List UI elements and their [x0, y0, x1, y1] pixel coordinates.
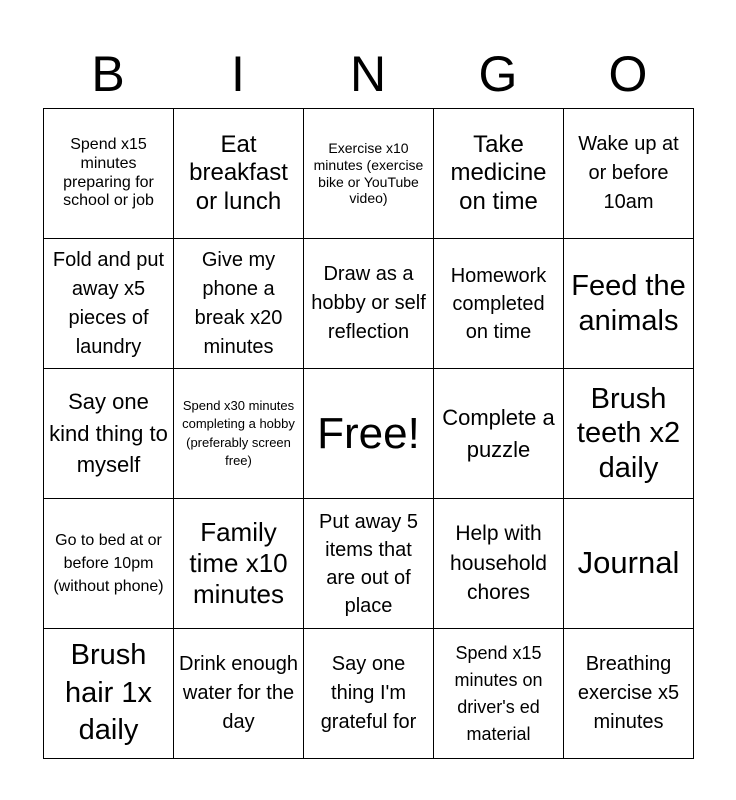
board-row	[44, 369, 694, 499]
board-row	[44, 629, 694, 759]
bingo-cell[interactable]: Put away 5 items that are out of place	[304, 499, 434, 629]
bingo-cell[interactable]: Breathing exercise x5 minutes	[564, 629, 694, 759]
bingo-cell[interactable]: Draw as a hobby or self reflection	[304, 239, 434, 369]
bingo-cell[interactable]: Say one kind thing to myself	[44, 369, 174, 499]
bingo-cell[interactable]: Homework completed on time	[434, 239, 564, 369]
bingo-header	[43, 40, 693, 108]
bingo-cell[interactable]: Give my phone a break x20 minutes	[174, 239, 304, 369]
bingo-cell[interactable]: Spend x15 minutes on driver's ed material	[434, 629, 564, 759]
header-letter-i: I	[231, 46, 245, 102]
bingo-cell[interactable]: Spend x30 minutes completing a hobby (preferably screen free)	[174, 369, 304, 499]
bingo-cell[interactable]: Brush teeth x2 daily	[564, 369, 694, 499]
bingo-cell-free[interactable]: Free!	[304, 369, 434, 499]
bingo-cell[interactable]: Drink enough water for the day	[174, 629, 304, 759]
board-row	[44, 109, 694, 239]
header-letter-g: G	[478, 46, 518, 102]
bingo-cell[interactable]: Take medicine on time	[434, 109, 564, 239]
board-row	[44, 499, 694, 629]
bingo-cell[interactable]: Complete a puzzle	[434, 369, 564, 499]
board-row	[44, 239, 694, 369]
header-letter-b: B	[91, 46, 125, 102]
bingo-cell[interactable]: Help with household chores	[434, 499, 564, 629]
header-letter-n: N	[349, 46, 387, 102]
bingo-cell[interactable]: Eat breakfast or lunch	[174, 109, 304, 239]
bingo-cell[interactable]: Fold and put away x5 pieces of laundry	[44, 239, 174, 369]
bingo-cell[interactable]: Wake up at or before 10am	[564, 109, 694, 239]
bingo-cell[interactable]: Spend x15 minutes preparing for school or job	[44, 109, 174, 239]
bingo-cell[interactable]: Brush hair 1x daily	[44, 629, 174, 759]
header-letter-o: O	[608, 46, 648, 102]
bingo-cell[interactable]: Go to bed at or before 10pm (without phone)	[44, 499, 174, 629]
bingo-cell[interactable]: Family time x10 minutes	[174, 499, 304, 629]
bingo-board	[43, 108, 694, 759]
bingo-cell[interactable]: Say one thing I'm grateful for	[304, 629, 434, 759]
bingo-cell[interactable]: Journal	[564, 499, 694, 629]
bingo-cell[interactable]: Feed the animals	[564, 239, 694, 369]
bingo-cell[interactable]: Exercise x10 minutes (exercise bike or YouTube video)	[304, 109, 434, 239]
